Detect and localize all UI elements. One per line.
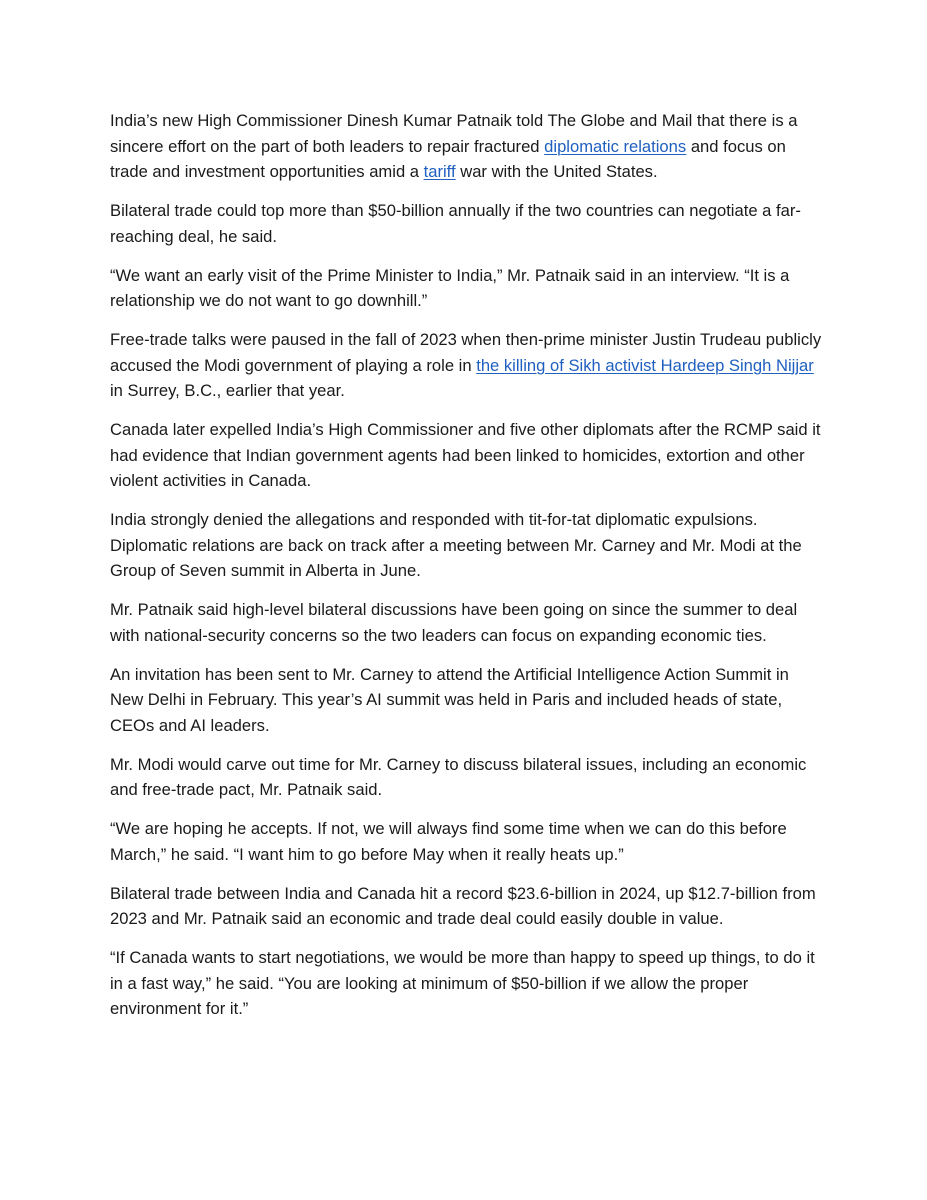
paragraph-8: An invitation has been sent to Mr. Carney to attend the Artificial Intelligence Action Summit in New Delhi in February. This year’s AI summit was held in Paris and included heads of state, CEOs and AI leaders.: [110, 664, 789, 735]
tariff-link[interactable]: tariff: [423, 162, 456, 181]
paragraph-1-text-middle: and focus on trade and investment opportunities amid a: [110, 136, 786, 181]
nijjar-killing-link[interactable]: the killing of Sikh activist Hardeep Singh Nijjar: [476, 355, 814, 375]
paragraph-1-text-start: India’s new High Commissioner Dinesh Kumar Patnaik told The Globe and Mail that there is a sincere effort on the part of both leaders to repair fractured: [110, 111, 798, 156]
paragraph-3: “We want an early visit of the Prime Minister to India,” Mr. Patnaik said in an interview. “It is a relationship we do not want to go downhill.”: [110, 265, 790, 310]
paragraph-6: India strongly denied the allegations and responded with tit-for-tat diplomatic expulsions. Diplomatic relations are back on track after a meeting between Mr. Carney and Mr. Modi at the Group of Seven summit in Alberta in June.: [110, 510, 802, 580]
paragraph-1-text-end: war with the United States.: [455, 162, 658, 181]
paragraph-2: Bilateral trade could top more than $50-billion annually if the two countries can negotiate a far-reaching deal, he said.: [110, 201, 801, 246]
paragraph-1: [110, 108, 822, 185]
paragraph-4-text-end: in Surrey, B.C., earlier that year.: [110, 381, 345, 400]
paragraph-10: “We are hoping he accepts. If not, we will always find some time when we can do this before March,” he said. “I want him to go before May when it really heats up.”: [110, 819, 787, 864]
paragraph-7: Mr. Patnaik said high-level bilateral discussions have been going on since the summer to deal with national-security concerns so the two leaders can focus on expanding economic ties.: [110, 600, 798, 645]
article-body: [110, 108, 822, 1035]
diplomatic-relations-link[interactable]: diplomatic relations: [544, 136, 687, 156]
paragraph-4-text-start: Free-trade talks were paused in the fall of 2023 when then-prime minister Justin Trudeau publicly accused the Modi government of playing a role in: [110, 330, 822, 375]
paragraph-9: Mr. Modi would carve out time for Mr. Carney to discuss bilateral issues, including an economic and free-trade pact, Mr. Patnaik said.: [110, 754, 807, 799]
paragraph-4: [110, 327, 822, 404]
paragraph-5: Canada later expelled India’s High Commissioner and five other diplomats after the RCMP said it had evidence that Indian government agents had been linked to homicides, extortion and other violent activities in Canada.: [110, 420, 821, 490]
paragraph-11: Bilateral trade between India and Canada hit a record $23.6-billion in 2024, up $12.7-billion from 2023 and Mr. Patnaik said an economic and trade deal could easily double in value.: [110, 883, 816, 928]
paragraph-12: “If Canada wants to start negotiations, we would be more than happy to speed up things, to do it in a fast way,” he said. “You are looking at minimum of $50-billion if we allow the proper environment for it.”: [110, 948, 815, 1018]
